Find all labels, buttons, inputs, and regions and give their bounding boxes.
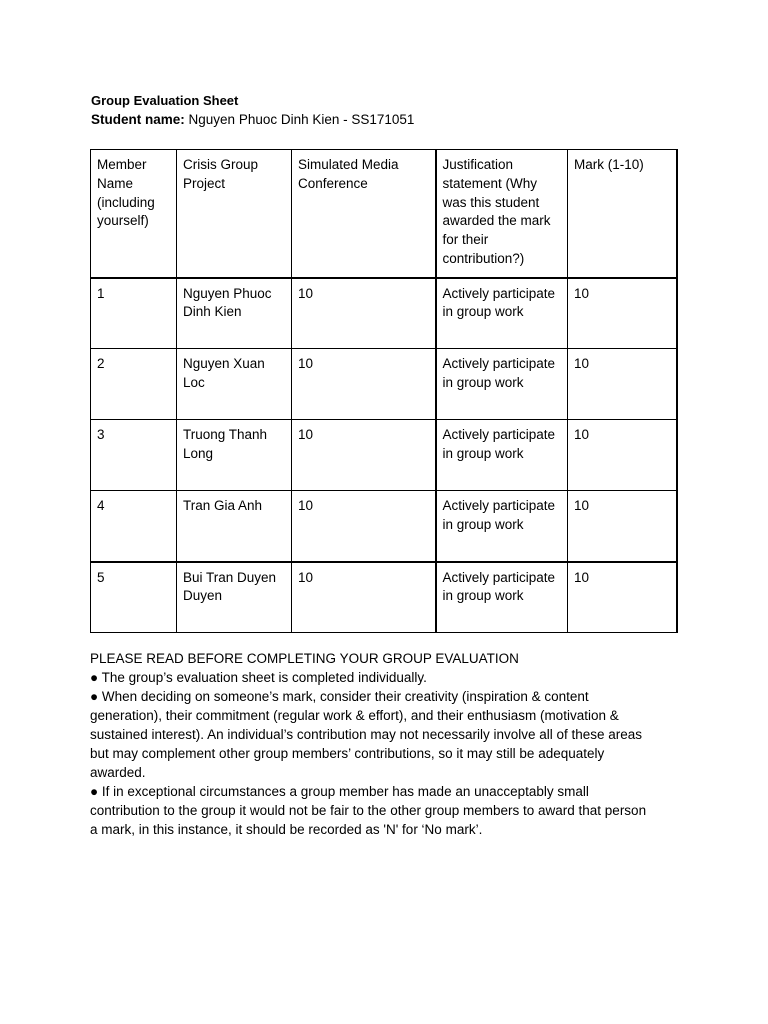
member-number-cell: 4 xyxy=(91,491,177,562)
justification-cell: Actively participate in group work xyxy=(436,562,568,633)
header-justification: Justification statement (Why was this student awarded the mark for their contribution?) xyxy=(436,150,568,278)
instruction-bullet: ● If in exceptional circumstances a group member has made an unacceptably small contribution to the group it would not be fair to the other group members to award that person a mark, in this instance, it should be recorded as 'N' for ‘No mark’. xyxy=(90,784,647,837)
student-name-line xyxy=(91,111,414,129)
member-number-cell: 2 xyxy=(91,349,177,420)
table-header-row xyxy=(91,150,677,278)
table-row xyxy=(91,349,677,420)
media-score-cell: 10 xyxy=(292,278,436,349)
member-name-cell: Nguyen Xuan Loc xyxy=(177,349,292,420)
instructions-block xyxy=(90,649,650,839)
table-row xyxy=(91,491,677,562)
student-name-label: Student name: xyxy=(91,112,185,127)
table-row xyxy=(91,420,677,491)
mark-cell: 10 xyxy=(568,278,677,349)
justification-cell: Actively participate in group work xyxy=(436,420,568,491)
justification-cell: Actively participate in group work xyxy=(436,278,568,349)
member-name-cell: Truong Thanh Long xyxy=(177,420,292,491)
media-score-cell: 10 xyxy=(292,562,436,633)
table-row xyxy=(91,278,677,349)
member-name-cell: Bui Tran Duyen Duyen xyxy=(177,562,292,633)
header-crisis-group-project: Crisis Group Project xyxy=(177,150,292,278)
instructions-heading: PLEASE READ BEFORE COMPLETING YOUR GROUP EVALUATION xyxy=(90,651,519,666)
evaluation-table xyxy=(90,149,678,633)
media-score-cell: 10 xyxy=(292,420,436,491)
page-title: Group Evaluation Sheet xyxy=(91,93,239,108)
justification-cell: Actively participate in group work xyxy=(436,349,568,420)
member-name-cell: Nguyen Phuoc Dinh Kien xyxy=(177,278,292,349)
member-number-cell: 1 xyxy=(91,278,177,349)
media-score-cell: 10 xyxy=(292,491,436,562)
student-name-value: Nguyen Phuoc Dinh Kien - SS171051 xyxy=(188,112,415,127)
header-member-name: Member Name (including yourself) xyxy=(91,150,177,278)
justification-cell: Actively participate in group work xyxy=(436,491,568,562)
member-name-cell: Tran Gia Anh xyxy=(177,491,292,562)
mark-cell: 10 xyxy=(568,420,677,491)
member-number-cell: 5 xyxy=(91,562,177,633)
member-number-cell: 3 xyxy=(91,420,177,491)
header-simulated-media-conference: Simulated Media Conference xyxy=(292,150,436,278)
mark-cell: 10 xyxy=(568,349,677,420)
instruction-bullet: ● When deciding on someone’s mark, consider their creativity (inspiration & content generation), their commitment (regular work & effort), and their enthusiasm (motivation & sustained interest). An individual’s contribution may not necessarily involve all of these areas but may complement other group members’ contributions, so it may still be adequately awarded. xyxy=(90,689,643,780)
mark-cell: 10 xyxy=(568,491,677,562)
instruction-bullet: ● The group’s evaluation sheet is completed individually. xyxy=(90,670,427,685)
mark-cell: 10 xyxy=(568,562,677,633)
header-mark: Mark (1-10) xyxy=(568,150,677,278)
table-row xyxy=(91,562,677,633)
media-score-cell: 10 xyxy=(292,349,436,420)
